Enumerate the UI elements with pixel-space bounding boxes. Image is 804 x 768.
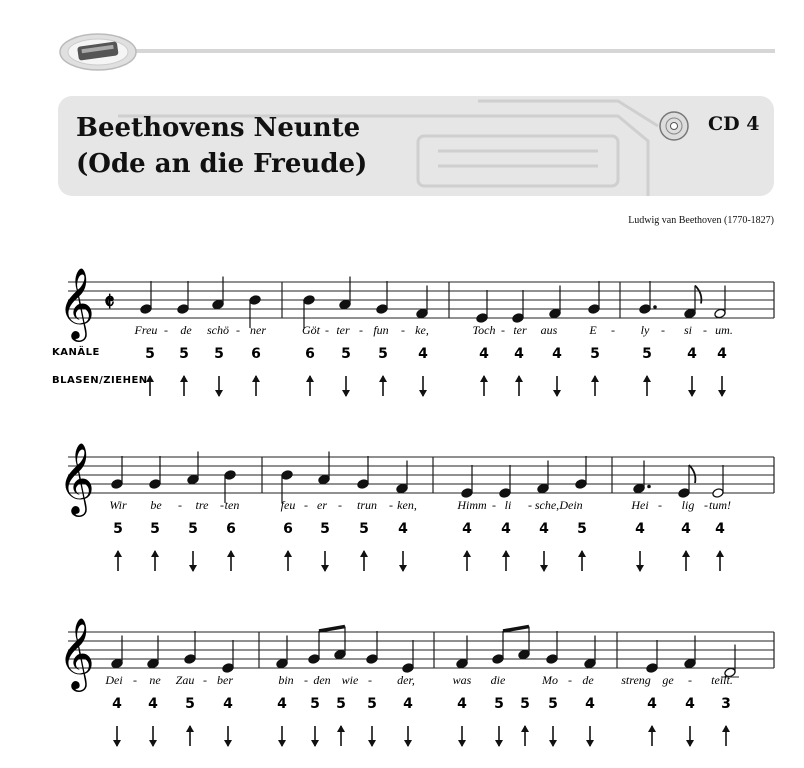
note-head [276, 658, 288, 669]
lyric-syllable: die [490, 673, 506, 687]
music-system-3 [0, 590, 804, 750]
channel-number: 4 [479, 346, 489, 362]
channel-number: 6 [251, 346, 261, 362]
lyric-syllable: um. [715, 323, 733, 337]
draw-arrow-icon [278, 726, 286, 747]
channel-number: 5 [214, 346, 224, 362]
note-head [639, 304, 651, 315]
note-head [633, 483, 645, 494]
note-head [224, 470, 236, 481]
blow-arrow-icon [186, 725, 194, 746]
lyric-syllable: - [389, 498, 393, 512]
blow-arrow-icon [722, 725, 730, 746]
note-head [684, 308, 696, 319]
lyric-syllable: - [661, 323, 665, 337]
channel-number: 5 [590, 346, 600, 362]
note-head [646, 663, 658, 674]
channel-number: 4 [398, 521, 408, 537]
note-head [461, 488, 473, 499]
lyric-syllable: - [220, 498, 224, 512]
lyric-syllable: - [658, 498, 662, 512]
blow-arrow-icon [521, 725, 529, 746]
draw-arrow-icon [149, 726, 157, 747]
lyric-syllable: Dei [105, 673, 123, 687]
lyric-syllable: wie [341, 673, 359, 687]
channel-number: 4 [585, 696, 595, 712]
lyric-syllable: ly [640, 323, 650, 337]
lyric-syllable: ke, [415, 323, 429, 337]
treble-clef-icon: 𝄞 [58, 441, 95, 514]
channel-number: 5 [188, 521, 198, 537]
lyric-syllable: - [528, 498, 532, 512]
note-head [281, 470, 293, 481]
draw-arrow-icon [189, 551, 197, 572]
note-head [476, 313, 488, 324]
blow-arrow-icon [716, 550, 724, 571]
lyric-syllable: Hei [631, 498, 649, 512]
lyric-syllable: sche, [534, 498, 560, 512]
lyric-syllable: - [178, 498, 182, 512]
note-head [546, 654, 558, 665]
lyric-syllable: Mo [542, 673, 558, 687]
note-head [334, 649, 346, 660]
blow-arrow-icon [515, 375, 523, 396]
lyric-syllable: - [325, 323, 329, 337]
draw-arrow-icon [458, 726, 466, 747]
lyric-syllable: - [704, 498, 708, 512]
draw-arrow-icon [342, 376, 350, 397]
lyric-syllable: de [582, 673, 594, 687]
note-head [366, 654, 378, 665]
draw-arrow-icon [321, 551, 329, 572]
channel-number: 5 [336, 696, 346, 712]
lyric-syllable: Toch [472, 323, 496, 337]
note-head [140, 304, 152, 315]
note-head [512, 313, 524, 324]
note-head [318, 474, 330, 485]
note-head [149, 479, 161, 490]
lyric-syllable: - [368, 673, 372, 687]
note-head [537, 483, 549, 494]
blow-arrow-icon [180, 375, 188, 396]
draw-arrow-icon [553, 376, 561, 397]
note-head [416, 308, 428, 319]
draw-arrow-icon [549, 726, 557, 747]
channel-number: 5 [577, 521, 587, 537]
lyric-syllable: ken, [397, 498, 417, 512]
note-head [714, 308, 726, 319]
lyric-syllable: ter [336, 323, 350, 337]
lyric-syllable: ne [149, 673, 161, 687]
title-line-2: (Ode an die Freude) [76, 149, 368, 179]
time-signature-icon: 𝄵 [104, 287, 115, 316]
treble-clef-icon: 𝄞 [58, 616, 95, 689]
draw-arrow-icon [686, 726, 694, 747]
lyric-syllable: - [133, 673, 137, 687]
note-head [187, 474, 199, 485]
draw-arrow-icon [399, 551, 407, 572]
channel-number: 4 [148, 696, 158, 712]
lyric-syllable: tum! [709, 498, 731, 512]
channel-number: 4 [462, 521, 472, 537]
note-head [303, 295, 315, 306]
channel-number: 5 [310, 696, 320, 712]
channel-number: 4 [715, 521, 725, 537]
channel-number: 4 [681, 521, 691, 537]
blow-arrow-icon [578, 550, 586, 571]
lyric-syllable: de [180, 323, 192, 337]
note-head [712, 488, 724, 499]
channel-number: 5 [320, 521, 330, 537]
blow-arrow-icon [502, 550, 510, 571]
lyric-syllable: Göt [302, 323, 320, 337]
channel-number: 4 [457, 696, 467, 712]
channel-number: 4 [685, 696, 695, 712]
lyric-syllable: - [304, 673, 308, 687]
channel-number: 4 [418, 346, 428, 362]
lyric-syllable: - [611, 323, 615, 337]
blow-arrow-icon [114, 550, 122, 571]
blow-arrow-icon [463, 550, 471, 571]
music-system-2 [0, 415, 804, 565]
top-rule [100, 49, 775, 53]
note-head [456, 658, 468, 669]
note-head [492, 654, 504, 665]
channel-number: 4 [635, 521, 645, 537]
channel-number: 5 [378, 346, 388, 362]
draw-arrow-icon [224, 726, 232, 747]
draw-arrow-icon [495, 726, 503, 747]
channel-number: 4 [112, 696, 122, 712]
channel-number: 4 [717, 346, 727, 362]
dot-mark [647, 485, 651, 489]
channel-number: 5 [341, 346, 351, 362]
draw-arrow-icon [586, 726, 594, 747]
lyric-syllable: - [236, 323, 240, 337]
blow-arrow-icon [379, 375, 387, 396]
lyric-syllable: Zau [175, 673, 195, 687]
note-head [249, 295, 261, 306]
blow-arrow-icon [682, 550, 690, 571]
note-head [588, 304, 600, 315]
channel-number: 6 [283, 521, 293, 537]
note-head [177, 304, 189, 315]
draw-arrow-icon [636, 551, 644, 572]
draw-arrow-icon [419, 376, 427, 397]
channel-number: 5 [494, 696, 504, 712]
note-head [549, 308, 561, 319]
blow-arrow-icon [337, 725, 345, 746]
lyric-syllable: - [401, 323, 405, 337]
channel-number: 5 [520, 696, 530, 712]
draw-arrow-icon [311, 726, 319, 747]
channel-number: 5 [367, 696, 377, 712]
channel-number: 5 [113, 521, 123, 537]
lyric-syllable: - [338, 498, 342, 512]
blow-arrow-icon [227, 550, 235, 571]
draw-arrow-icon [368, 726, 376, 747]
music-system-1 [0, 240, 804, 390]
note-head [396, 483, 408, 494]
lyric-syllable: den [313, 673, 331, 687]
blow-arrow-icon [480, 375, 488, 396]
channel-number: 5 [185, 696, 195, 712]
note-head [357, 479, 369, 490]
title-banner [58, 96, 774, 196]
dot-mark [653, 305, 657, 309]
lyric-syllable: si [683, 323, 693, 337]
note-head [339, 299, 351, 310]
channel-number: 4 [552, 346, 562, 362]
cd-track-label: CD 4 [708, 113, 760, 135]
lyric-syllable: - [501, 323, 505, 337]
channel-number: 5 [179, 346, 189, 362]
lyric-syllable: fun [373, 323, 389, 337]
breath-label: BLASEN/ZIEHEN [52, 375, 148, 386]
lyric-syllable: ten [224, 498, 240, 512]
lyric-syllable: - [359, 323, 363, 337]
lyric-syllable: Wir [109, 498, 127, 512]
blow-arrow-icon [643, 375, 651, 396]
note-head [584, 658, 596, 669]
channel-number: 4 [687, 346, 697, 362]
lyric-syllable: Dein [559, 498, 583, 512]
blow-arrow-icon [591, 375, 599, 396]
lyric-syllable: schö [207, 323, 229, 337]
blow-arrow-icon [648, 725, 656, 746]
blow-arrow-icon [252, 375, 260, 396]
composer-credit: Ludwig van Beethoven (1770-1827) [628, 215, 774, 226]
note-head [184, 654, 196, 665]
channel-number: 5 [642, 346, 652, 362]
cd-icon [658, 110, 690, 142]
lyric-syllable: lig [681, 498, 695, 512]
blow-arrow-icon [360, 550, 368, 571]
lyric-syllable: der, [397, 673, 415, 687]
channel-number: 4 [277, 696, 287, 712]
draw-arrow-icon [113, 726, 121, 747]
lyric-syllable: ter [513, 323, 527, 337]
lyric-syllable: was [452, 673, 472, 687]
channel-number: 4 [514, 346, 524, 362]
harmonica-badge-icon [58, 32, 138, 72]
page-title [76, 110, 367, 182]
lyric-syllable: be [150, 498, 162, 512]
note-head [684, 658, 696, 669]
lyric-syllable: streng [621, 673, 651, 687]
draw-arrow-icon [718, 376, 726, 397]
note-beam [503, 627, 529, 632]
blow-arrow-icon [284, 550, 292, 571]
note-head [308, 654, 320, 665]
note-head [678, 488, 690, 499]
note-head [111, 658, 123, 669]
lyric-syllable: Himm [457, 498, 487, 512]
lyric-syllable: ge [662, 673, 674, 687]
note-beam [319, 627, 345, 632]
lyric-syllable: - [688, 673, 692, 687]
note-head [111, 479, 123, 490]
note-head [518, 649, 530, 660]
lyric-syllable: teilt. [711, 673, 733, 687]
channel-number: 4 [647, 696, 657, 712]
lyric-syllable: E [589, 323, 597, 337]
note-head [575, 479, 587, 490]
channel-number: 5 [359, 521, 369, 537]
draw-arrow-icon [688, 376, 696, 397]
lyric-syllable: - [492, 498, 496, 512]
note-head [376, 304, 388, 315]
note-head [402, 663, 414, 674]
channel-number: 5 [548, 696, 558, 712]
treble-clef-icon: 𝄞 [58, 266, 95, 339]
title-line-1: Beethovens Neunte [76, 113, 361, 143]
draw-arrow-icon [540, 551, 548, 572]
note-head [212, 299, 224, 310]
channel-number: 5 [150, 521, 160, 537]
channels-label: KANÄLE [52, 347, 100, 358]
note-flag [695, 286, 701, 304]
blow-arrow-icon [151, 550, 159, 571]
lyric-syllable: - [703, 323, 707, 337]
note-head [147, 658, 159, 669]
draw-arrow-icon [404, 726, 412, 747]
channel-number: 3 [721, 696, 731, 712]
lyric-syllable: - [203, 673, 207, 687]
channel-number: 4 [223, 696, 233, 712]
lyric-syllable: feu [280, 498, 296, 512]
lyric-syllable: - [164, 323, 168, 337]
lyric-syllable: ber [217, 673, 233, 687]
lyric-syllable: tre [195, 498, 209, 512]
blow-arrow-icon [306, 375, 314, 396]
lyric-syllable: li [504, 498, 512, 512]
lyric-syllable: - [568, 673, 572, 687]
draw-arrow-icon [215, 376, 223, 397]
channel-number: 4 [403, 696, 413, 712]
lyric-syllable: bin [278, 673, 294, 687]
lyric-syllable: aus [540, 323, 558, 337]
channel-number: 4 [539, 521, 549, 537]
note-flag [689, 465, 695, 483]
channel-number: 5 [145, 346, 155, 362]
channel-number: 6 [305, 346, 315, 362]
lyric-syllable: er [317, 498, 327, 512]
channel-number: 6 [226, 521, 236, 537]
lyric-syllable: trun [356, 498, 378, 512]
lyric-syllable: ner [250, 323, 266, 337]
channel-number: 4 [501, 521, 511, 537]
lyric-syllable: - [304, 498, 308, 512]
note-head [222, 663, 234, 674]
lyric-syllable: Freu [134, 323, 158, 337]
note-head [499, 488, 511, 499]
